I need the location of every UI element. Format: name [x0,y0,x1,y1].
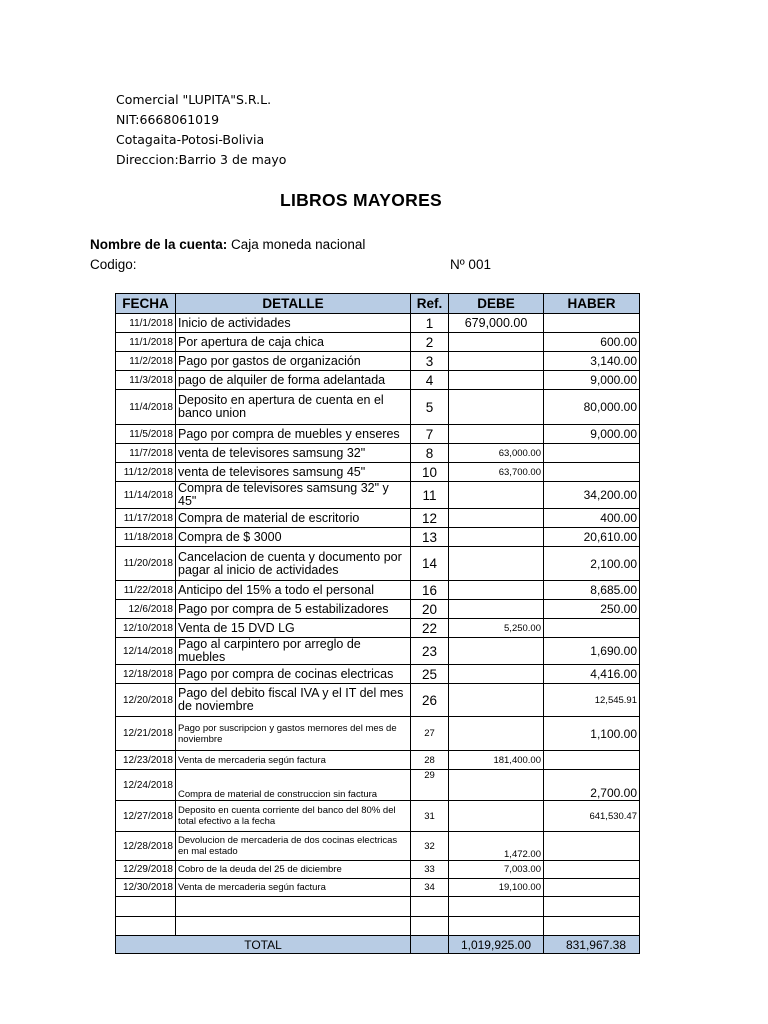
total-label: TOTAL [116,936,411,954]
ledger-row [116,638,640,665]
row-date: 12/30/2018 [116,879,176,897]
row-date: 11/4/2018 [116,390,176,425]
empty-cell [116,897,176,917]
header-haber: HABER [544,294,640,314]
row-haber [544,619,640,638]
row-haber [544,832,640,861]
row-haber: 600.00 [544,333,640,352]
total-row [116,936,640,954]
row-detail: Inicio de actividades [176,314,411,333]
row-ref: 12 [411,509,449,528]
row-debe [449,333,544,352]
ledger-row [116,600,640,619]
row-haber [544,861,640,879]
row-date: 11/22/2018 [116,581,176,600]
row-date: 12/28/2018 [116,832,176,861]
ledger-row [116,801,640,832]
row-haber: 250.00 [544,600,640,619]
ledger-row [116,717,640,751]
row-debe [449,638,544,665]
account-number: Nº 001 [450,257,491,272]
ledger-row [116,861,640,879]
row-haber [544,879,640,897]
row-ref: 34 [411,879,449,897]
header-fecha: FECHA [116,294,176,314]
account-name-line [90,236,365,254]
row-ref: 33 [411,861,449,879]
row-debe [449,547,544,581]
row-ref: 28 [411,751,449,770]
row-date: 11/12/2018 [116,463,176,482]
ledger-row [116,463,640,482]
row-haber: 12,545.91 [544,684,640,717]
row-debe [449,390,544,425]
row-ref: 1 [411,314,449,333]
row-ref: 20 [411,600,449,619]
row-debe [449,770,544,801]
row-date: 11/1/2018 [116,333,176,352]
ledger-row [116,314,640,333]
row-detail: Pago por gastos de organización [176,352,411,371]
row-date: 12/29/2018 [116,861,176,879]
ledger-header-row [116,294,640,314]
row-haber: 1,690.00 [544,638,640,665]
empty-cell [176,917,411,936]
empty-row [116,897,640,917]
total-ref [411,936,449,954]
row-haber: 20,610.00 [544,528,640,547]
ledger-row [116,770,640,801]
ledger-row [116,619,640,638]
row-debe: 1,472.00 [449,832,544,861]
row-date: 12/6/2018 [116,600,176,619]
row-haber: 9,000.00 [544,371,640,390]
row-haber: 4,416.00 [544,665,640,684]
row-ref: 13 [411,528,449,547]
row-date: 11/2/2018 [116,352,176,371]
row-debe [449,717,544,751]
ledger-row [116,832,640,861]
row-debe [449,528,544,547]
row-detail: pago de alquiler de forma adelantada [176,371,411,390]
row-debe [449,482,544,509]
row-ref: 22 [411,619,449,638]
row-date: 12/21/2018 [116,717,176,751]
row-debe: 63,000.00 [449,444,544,463]
row-debe [449,600,544,619]
row-ref: 23 [411,638,449,665]
empty-cell [544,897,640,917]
row-date: 12/18/2018 [116,665,176,684]
empty-cell [411,917,449,936]
row-debe [449,371,544,390]
row-detail: Compra de material de construccion sin factura [176,770,411,801]
row-debe: 181,400.00 [449,751,544,770]
total-debe: 1,019,925.00 [449,936,544,954]
empty-cell [116,917,176,936]
row-debe: 5,250.00 [449,619,544,638]
row-ref: 4 [411,371,449,390]
row-haber: 9,000.00 [544,425,640,444]
account-code-label: Codigo: [90,257,137,272]
row-date: 11/17/2018 [116,509,176,528]
row-debe [449,665,544,684]
row-detail: Pago por compra de muebles y enseres [176,425,411,444]
row-detail: Pago por compra de 5 estabilizadores [176,600,411,619]
row-ref: 5 [411,390,449,425]
row-detail: Pago al carpintero por arreglo de muebles [176,638,411,665]
row-date: 12/10/2018 [116,619,176,638]
row-debe [449,801,544,832]
row-haber [544,463,640,482]
row-debe [449,684,544,717]
ledger-row [116,751,640,770]
row-ref: 32 [411,832,449,861]
row-haber [544,314,640,333]
row-detail: Pago por compra de cocinas electricas [176,665,411,684]
row-detail: venta de televisores samsung 45" [176,463,411,482]
row-detail: Compra de $ 3000 [176,528,411,547]
company-address: Direccion:Barrio 3 de mayo [116,152,287,167]
row-date: 11/14/2018 [116,482,176,509]
row-debe: 19,100.00 [449,879,544,897]
row-detail: Devolucion de mercaderia de dos cocinas electricas en mal estado [176,832,411,861]
company-location: Cotagaita-Potosi-Bolivia [116,132,265,147]
row-detail: Venta de mercaderia según factura [176,879,411,897]
row-debe [449,425,544,444]
account-name-label: Nombre de la cuenta: [90,237,228,252]
row-date: 12/20/2018 [116,684,176,717]
ledger-row [116,390,640,425]
row-ref: 26 [411,684,449,717]
row-ref: 14 [411,547,449,581]
row-date: 11/7/2018 [116,444,176,463]
row-detail: Deposito en apertura de cuenta en el banco union [176,390,411,425]
row-detail: Cobro de la deuda del 25 de diciembre [176,861,411,879]
row-detail: Pago del debito fiscal IVA y el IT del mes de noviembre [176,684,411,717]
ledger-row [116,581,640,600]
row-date: 11/5/2018 [116,425,176,444]
ledger-row [116,444,640,463]
row-date: 12/27/2018 [116,801,176,832]
row-ref: 7 [411,425,449,444]
empty-cell [176,897,411,917]
row-haber: 34,200.00 [544,482,640,509]
ledger-body [116,314,640,954]
row-haber: 1,100.00 [544,717,640,751]
row-haber: 3,140.00 [544,352,640,371]
row-date: 12/23/2018 [116,751,176,770]
row-ref: 2 [411,333,449,352]
row-haber: 80,000.00 [544,390,640,425]
empty-cell [449,897,544,917]
row-debe [449,581,544,600]
ledger-row [116,528,640,547]
row-haber: 641,530.47 [544,801,640,832]
row-ref: 27 [411,717,449,751]
row-ref: 10 [411,463,449,482]
row-haber: 8,685.00 [544,581,640,600]
row-ref: 29 [411,770,449,801]
row-detail: Cancelacion de cuenta y documento por pagar al inicio de actividades [176,547,411,581]
ledger-row [116,482,640,509]
row-haber: 2,100.00 [544,547,640,581]
row-date: 11/20/2018 [116,547,176,581]
row-detail: Venta de mercaderia según factura [176,751,411,770]
ledger-row [116,684,640,717]
account-name-value: Caja moneda nacional [231,237,366,252]
row-detail: Compra de material de escritorio [176,509,411,528]
row-debe: 63,700.00 [449,463,544,482]
row-ref: 16 [411,581,449,600]
ledger-row [116,371,640,390]
row-haber: 400.00 [544,509,640,528]
row-detail: venta de televisores samsung 32" [176,444,411,463]
document-title: LIBROS MAYORES [279,190,443,210]
header-ref: Ref. [411,294,449,314]
company-nit: NIT:6668061019 [116,112,220,127]
row-detail: Pago por suscripcion y gastos mernores del mes de noviembre [176,717,411,751]
ledger-row [116,665,640,684]
row-debe [449,352,544,371]
row-ref: 11 [411,482,449,509]
row-haber: 2,700.00 [544,770,640,801]
empty-cell [411,897,449,917]
row-detail: Por apertura de caja chica [176,333,411,352]
header-detalle: DETALLE [176,294,411,314]
ledger-row [116,547,640,581]
row-date: 12/14/2018 [116,638,176,665]
row-ref: 3 [411,352,449,371]
total-haber: 831,967.38 [544,936,640,954]
empty-row [116,917,640,936]
row-detail: Venta de 15 DVD LG [176,619,411,638]
row-detail: Anticipo del 15% a todo el personal [176,581,411,600]
row-detail: Compra de televisores samsung 32" y 45" [176,482,411,509]
row-debe [449,509,544,528]
ledger-row [116,352,640,371]
row-haber [544,751,640,770]
empty-cell [544,917,640,936]
row-detail: Deposito en cuenta corriente del banco del 80% del total efectivo a la fecha [176,801,411,832]
ledger-table [115,293,640,954]
row-date: 12/24/2018 [116,770,176,801]
company-info [116,90,286,170]
row-ref: 31 [411,801,449,832]
row-date: 11/18/2018 [116,528,176,547]
row-debe: 679,000.00 [449,314,544,333]
row-date: 11/1/2018 [116,314,176,333]
empty-cell [449,917,544,936]
row-date: 11/3/2018 [116,371,176,390]
company-name: Comercial "LUPITA"S.R.L. [116,92,272,107]
row-ref: 25 [411,665,449,684]
row-ref: 8 [411,444,449,463]
row-haber [544,444,640,463]
ledger-row [116,333,640,352]
ledger-row [116,879,640,897]
header-debe: DEBE [449,294,544,314]
ledger-row [116,509,640,528]
ledger-row [116,425,640,444]
row-debe: 7,003.00 [449,861,544,879]
